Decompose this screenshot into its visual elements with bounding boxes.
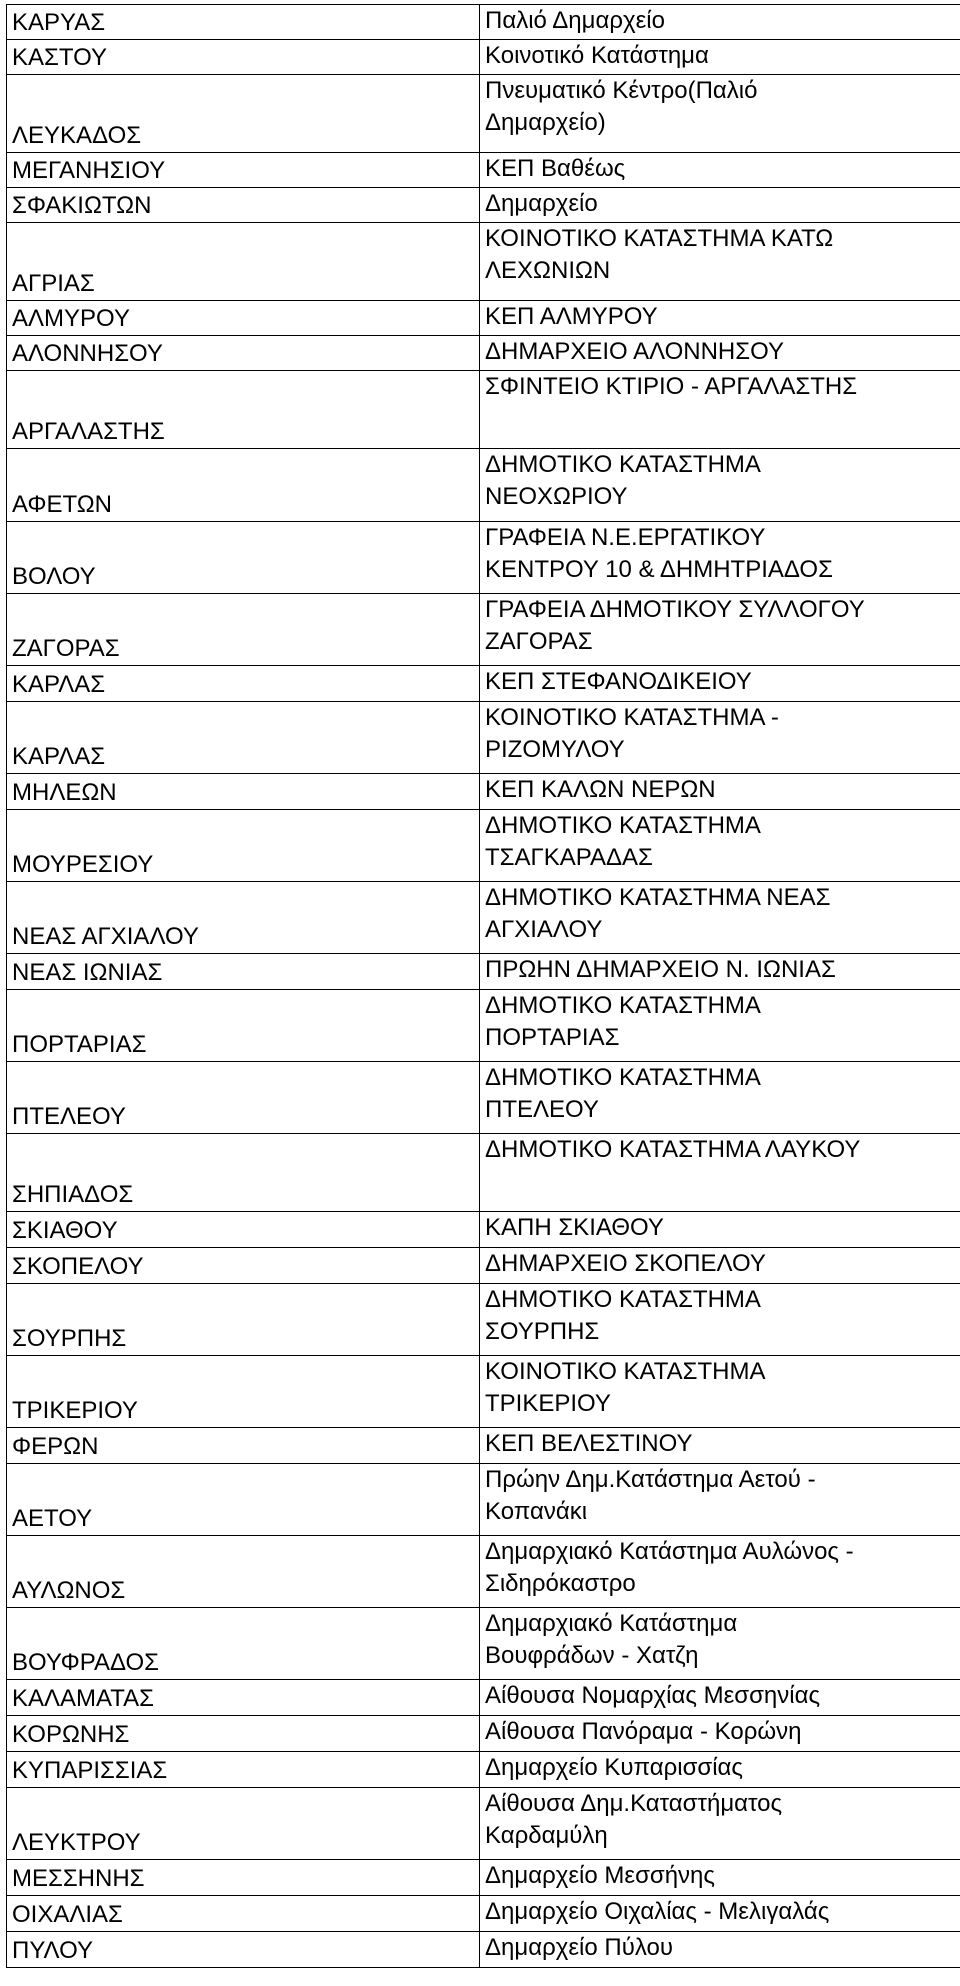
venue-cell: Αίθουσα Νομαρχίας Μεσσηνίας	[480, 1680, 960, 1716]
municipality-cell: ΠΤΕΛΕΟΥ	[7, 1062, 480, 1134]
venue-cell: Κοινοτικό Κατάστημα	[480, 40, 960, 75]
table-row	[7, 702, 960, 774]
venue-cell: ΔΗΜΟΤΙΚΟ ΚΑΤΑΣΤΗΜΑ ΝΕΟΧΩΡΙΟΥ	[480, 449, 960, 522]
table-row	[7, 153, 960, 188]
venue-cell: Πρώην Δημ.Κατάστημα Αετού - Κοπανάκι	[480, 1464, 960, 1536]
municipality-cell: ΑΛΜΥΡΟΥ	[7, 301, 480, 336]
table-row	[7, 990, 960, 1062]
venue-cell: ΔΗΜΟΤΙΚΟ ΚΑΤΑΣΤΗΜΑ ΠΤΕΛΕΟΥ	[480, 1062, 960, 1134]
municipality-cell: ΣΦΑΚΙΩΤΩΝ	[7, 188, 480, 223]
municipality-cell: ΣΚΟΠΕΛΟΥ	[7, 1248, 480, 1284]
municipality-cell: ΒΟΥΦΡΑΔΟΣ	[7, 1608, 480, 1680]
venue-cell: Δημαρχιακό Κατάστημα Βουφράδων - Χατζη	[480, 1608, 960, 1680]
venue-cell: ΓΡΑΦΕΙΑ Ν.Ε.ΕΡΓΑΤΙΚΟΥ ΚΕΝΤΡΟΥ 10 & ΔΗΜΗΤΡΙΑΔΟΣ	[480, 522, 960, 594]
venue-cell: ΔΗΜΑΡΧΕΙΟ ΑΛΟΝΝΗΣΟΥ	[480, 336, 960, 371]
municipality-cell: ΟΙΧΑΛΙΑΣ	[7, 1896, 480, 1932]
municipality-cell: ΖΑΓΟΡΑΣ	[7, 594, 480, 666]
table-row	[7, 522, 960, 594]
venue-cell: ΔΗΜΟΤΙΚΟ ΚΑΤΑΣΤΗΜΑ ΤΣΑΓΚΑΡΑΔΑΣ	[480, 810, 960, 882]
municipality-cell: ΚΑΛΑΜΑΤΑΣ	[7, 1680, 480, 1716]
municipality-cell: ΣΗΠΙΑΔΟΣ	[7, 1134, 480, 1212]
municipality-cell: ΝΕΑΣ ΙΩΝΙΑΣ	[7, 954, 480, 990]
municipality-cell: ΒΟΛΟΥ	[7, 522, 480, 594]
table-row	[7, 1062, 960, 1134]
municipality-cell: ΠΟΡΤΑΡΙΑΣ	[7, 990, 480, 1062]
table-row	[7, 1464, 960, 1536]
table-row	[7, 1752, 960, 1788]
venue-cell: ΚΟΙΝΟΤΙΚΟ ΚΑΤΑΣΤΗΜΑ - ΡΙΖΟΜΥΛΟΥ	[480, 702, 960, 774]
venue-cell: ΚΕΠ ΑΛΜΥΡΟΥ	[480, 301, 960, 336]
municipality-cell: ΜΗΛΕΩΝ	[7, 774, 480, 810]
municipality-cell: ΦΕΡΩΝ	[7, 1428, 480, 1464]
municipality-cell: ΑΛΟΝΝΗΣΟΥ	[7, 336, 480, 371]
municipality-cell: ΛΕΥΚΤΡΟΥ	[7, 1788, 480, 1860]
table-row	[7, 774, 960, 810]
venue-cell: ΚΟΙΝΟΤΙΚΟ ΚΑΤΑΣΤΗΜΑ ΤΡΙΚΕΡΙΟΥ	[480, 1356, 960, 1428]
table-row	[7, 336, 960, 371]
table-row	[7, 1134, 960, 1212]
table-row	[7, 1716, 960, 1752]
venue-cell: Δημαρχείο Πύλου	[480, 1932, 960, 1968]
venue-cell: Δημαρχείο Μεσσήνης	[480, 1860, 960, 1896]
municipality-cell: ΚΑΡΥΑΣ	[7, 5, 480, 40]
venue-cell: ΠΡΩΗΝ ΔΗΜΑΡΧΕΙΟ Ν. ΙΩΝΙΑΣ	[480, 954, 960, 990]
venue-cell: ΔΗΜΟΤΙΚΟ ΚΑΤΑΣΤΗΜΑ ΝΕΑΣ ΑΓΧΙΑΛΟΥ	[480, 882, 960, 954]
municipality-cell: ΚΑΡΛΑΣ	[7, 666, 480, 702]
table-row	[7, 666, 960, 702]
table-row	[7, 1896, 960, 1932]
table-row	[7, 1284, 960, 1356]
table-row	[7, 301, 960, 336]
table-row	[7, 40, 960, 75]
municipality-venue-table	[6, 4, 960, 1968]
municipality-cell: ΚΥΠΑΡΙΣΣΙΑΣ	[7, 1752, 480, 1788]
table-row	[7, 1788, 960, 1860]
venue-cell: ΔΗΜΟΤΙΚΟ ΚΑΤΑΣΤΗΜΑ ΛΑΥΚΟΥ	[480, 1134, 960, 1212]
municipality-cell: ΣΟΥΡΠΗΣ	[7, 1284, 480, 1356]
venue-cell: ΔΗΜΟΤΙΚΟ ΚΑΤΑΣΤΗΜΑ ΠΟΡΤΑΡΙΑΣ	[480, 990, 960, 1062]
municipality-cell: ΠΥΛΟΥ	[7, 1932, 480, 1968]
table-row	[7, 954, 960, 990]
table-row	[7, 594, 960, 666]
municipality-cell: ΑΥΛΩΝΟΣ	[7, 1536, 480, 1608]
venue-cell: Δημαρχείο Κυπαρισσίας	[480, 1752, 960, 1788]
venue-cell: Δημαρχιακό Κατάστημα Αυλώνος - Σιδηρόκαστρο	[480, 1536, 960, 1608]
venue-cell: ΚΕΠ ΚΑΛΩΝ ΝΕΡΩΝ	[480, 774, 960, 810]
venue-cell: Δημαρχείο	[480, 188, 960, 223]
table-row	[7, 1608, 960, 1680]
municipality-cell: ΑΡΓΑΛΑΣΤΗΣ	[7, 371, 480, 449]
venue-cell: ΔΗΜΟΤΙΚΟ ΚΑΤΑΣΤΗΜΑ ΣΟΥΡΠΗΣ	[480, 1284, 960, 1356]
venue-cell: ΚΟΙΝΟΤΙΚΟ ΚΑΤΑΣΤΗΜΑ ΚΑΤΩ ΛΕΧΩΝΙΩΝ	[480, 223, 960, 301]
municipality-cell: ΚΟΡΩΝΗΣ	[7, 1716, 480, 1752]
venue-cell: Δημαρχείο Οιχαλίας - Μελιγαλάς	[480, 1896, 960, 1932]
municipality-cell: ΑΦΕΤΩΝ	[7, 449, 480, 522]
table-row	[7, 449, 960, 522]
table-row	[7, 882, 960, 954]
table-row	[7, 1212, 960, 1248]
table-row	[7, 1536, 960, 1608]
municipality-cell: ΜΟΥΡΕΣΙΟΥ	[7, 810, 480, 882]
venue-cell: ΚΕΠ Βαθέως	[480, 153, 960, 188]
venue-cell: ΚΕΠ ΒΕΛΕΣΤΙΝΟΥ	[480, 1428, 960, 1464]
municipality-cell: ΚΑΣΤΟΥ	[7, 40, 480, 75]
venue-cell: ΚΑΠΗ ΣΚΙΑΘΟΥ	[480, 1212, 960, 1248]
table-row	[7, 5, 960, 40]
municipality-cell: ΜΕΓΑΝΗΣΙΟΥ	[7, 153, 480, 188]
venue-cell: ΚΕΠ ΣΤΕΦΑΝΟΔΙΚΕΙΟΥ	[480, 666, 960, 702]
table-row	[7, 223, 960, 301]
table-row	[7, 1356, 960, 1428]
municipality-cell: ΜΕΣΣΗΝΗΣ	[7, 1860, 480, 1896]
venue-cell: ΔΗΜΑΡΧΕΙΟ ΣΚΟΠΕΛΟΥ	[480, 1248, 960, 1284]
table-row	[7, 1428, 960, 1464]
venue-cell: Αίθουσα Δημ.Καταστήματος Καρδαμύλη	[480, 1788, 960, 1860]
table-row	[7, 188, 960, 223]
municipality-cell: ΤΡΙΚΕΡΙΟΥ	[7, 1356, 480, 1428]
table-row	[7, 75, 960, 153]
table-row	[7, 810, 960, 882]
municipality-cell: ΚΑΡΛΑΣ	[7, 702, 480, 774]
municipality-cell: ΑΕΤΟΥ	[7, 1464, 480, 1536]
venue-cell: Παλιό Δημαρχείο	[480, 5, 960, 40]
venue-cell: ΓΡΑΦΕΙΑ ΔΗΜΟΤΙΚΟΥ ΣΥΛΛΟΓΟΥ ΖΑΓΟΡΑΣ	[480, 594, 960, 666]
venue-cell: Αίθουσα Πανόραμα - Κορώνη	[480, 1716, 960, 1752]
table-row	[7, 1932, 960, 1968]
venue-cell: Πνευματικό Κέντρο(Παλιό Δημαρχείο)	[480, 75, 960, 153]
table-row	[7, 1860, 960, 1896]
municipality-cell: ΑΓΡΙΑΣ	[7, 223, 480, 301]
venue-cell: ΣΦΙΝΤΕΙΟ ΚΤΙΡΙΟ - ΑΡΓΑΛΑΣΤΗΣ	[480, 371, 960, 449]
municipality-cell: ΣΚΙΑΘΟΥ	[7, 1212, 480, 1248]
table-row	[7, 371, 960, 449]
municipality-cell: ΝΕΑΣ ΑΓΧΙΑΛΟΥ	[7, 882, 480, 954]
table-row	[7, 1248, 960, 1284]
municipality-cell: ΛΕΥΚΑΔΟΣ	[7, 75, 480, 153]
table-row	[7, 1680, 960, 1716]
